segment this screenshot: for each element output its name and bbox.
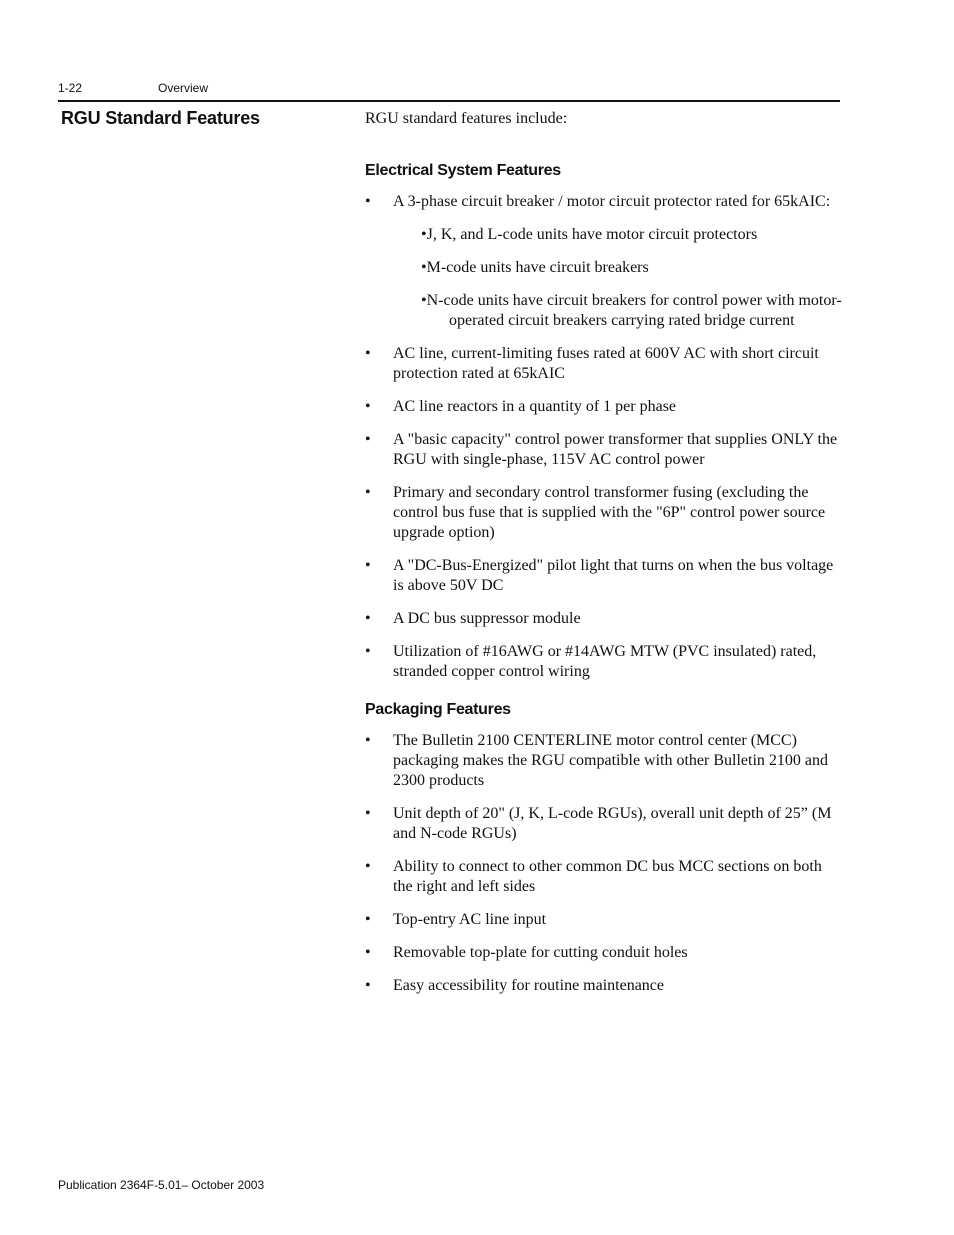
- list-item: [365, 731, 843, 791]
- publication-footer: Publication 2364F-5.01– October 2003: [58, 1178, 265, 1192]
- list-item-text: Ability to connect to other common DC bus MCC sections on both the right and left sides: [393, 858, 822, 895]
- list-item-text: A "DC-Bus-Energized" pilot light that turns on when the bus voltage is above 50V DC: [393, 557, 834, 594]
- list-item-text: Top-entry AC line input: [393, 911, 547, 928]
- bullet-icon: •: [365, 345, 371, 362]
- sub-list-item: •J, K, and L-code units have motor circuit protectors: [421, 226, 758, 243]
- bullet-icon: •: [365, 431, 371, 448]
- list-item: [365, 609, 843, 629]
- packaging-heading: Packaging Features: [365, 701, 511, 718]
- list-item: [365, 430, 843, 470]
- sub-list-item: •M-code units have circuit breakers: [421, 259, 649, 276]
- list-item-text: The Bulletin 2100 CENTERLINE motor control center (MCC) packaging makes the RGU compatible with other Bulletin 2100 and 2300 products: [393, 732, 829, 789]
- list-item-text: Utilization of #16AWG or #14AWG MTW (PVC insulated) rated, stranded copper control wiring: [393, 643, 817, 680]
- list-item: [365, 556, 843, 596]
- list-item: [365, 344, 843, 384]
- bullet-icon: •: [365, 732, 371, 749]
- intro-text: RGU standard features include:: [365, 110, 568, 127]
- list-item: [365, 857, 843, 897]
- bullet-icon: •: [365, 643, 371, 660]
- page-number: 1-22: [58, 81, 83, 95]
- side-heading: RGU Standard Features: [61, 108, 260, 128]
- list-item: [365, 943, 843, 963]
- bullet-icon: •: [365, 557, 371, 574]
- list-item-text: AC line, current-limiting fuses rated at 600V AC with short circuit protection rated at 65kAIC: [393, 345, 819, 382]
- list-item: [365, 397, 843, 417]
- main-content: [365, 109, 843, 1009]
- sub-list-item: •N-code units have circuit breakers for control power with motor-operated circuit breakers carrying rated bridge current: [421, 292, 842, 329]
- list-item: [365, 642, 843, 682]
- section-name: Overview: [158, 81, 209, 95]
- bullet-icon: •: [365, 858, 371, 875]
- sub-list: [393, 225, 843, 331]
- list-item: [365, 804, 843, 844]
- packaging-list: [365, 731, 843, 996]
- list-item-text: A "basic capacity" control power transformer that supplies ONLY the RGU with single-phase, 115V AC control power: [393, 431, 838, 468]
- list-item: [365, 192, 843, 331]
- list-item-text: Removable top-plate for cutting conduit holes: [393, 944, 688, 961]
- list-item-text: Easy accessibility for routine maintenance: [393, 977, 665, 994]
- bullet-icon: •: [365, 911, 371, 928]
- list-item: [365, 483, 843, 543]
- bullet-icon: •: [365, 977, 371, 994]
- electrical-list: [365, 192, 843, 682]
- bullet-icon: •: [365, 805, 371, 822]
- list-item: [365, 910, 843, 930]
- list-item-text: Unit depth of 20" (J, K, L-code RGUs), overall unit depth of 25” (M and N-code RGUs): [393, 805, 832, 842]
- list-item-text: A 3-phase circuit breaker / motor circuit protector rated for 65kAIC:: [393, 193, 831, 210]
- bullet-icon: •: [365, 484, 371, 501]
- bullet-icon: •: [365, 610, 371, 627]
- electrical-heading: Electrical System Features: [365, 162, 561, 179]
- bullet-icon: •: [365, 193, 371, 210]
- list-item-text: A DC bus suppressor module: [393, 610, 581, 627]
- page-header: [58, 80, 840, 102]
- list-item-text: AC line reactors in a quantity of 1 per phase: [393, 398, 677, 415]
- bullet-icon: •: [365, 398, 371, 415]
- list-item: [365, 976, 843, 996]
- bullet-icon: •: [365, 944, 371, 961]
- list-item-text: Primary and secondary control transformer fusing (excluding the control bus fuse that is supplied with the "6P" control power source upgrade option): [393, 484, 826, 541]
